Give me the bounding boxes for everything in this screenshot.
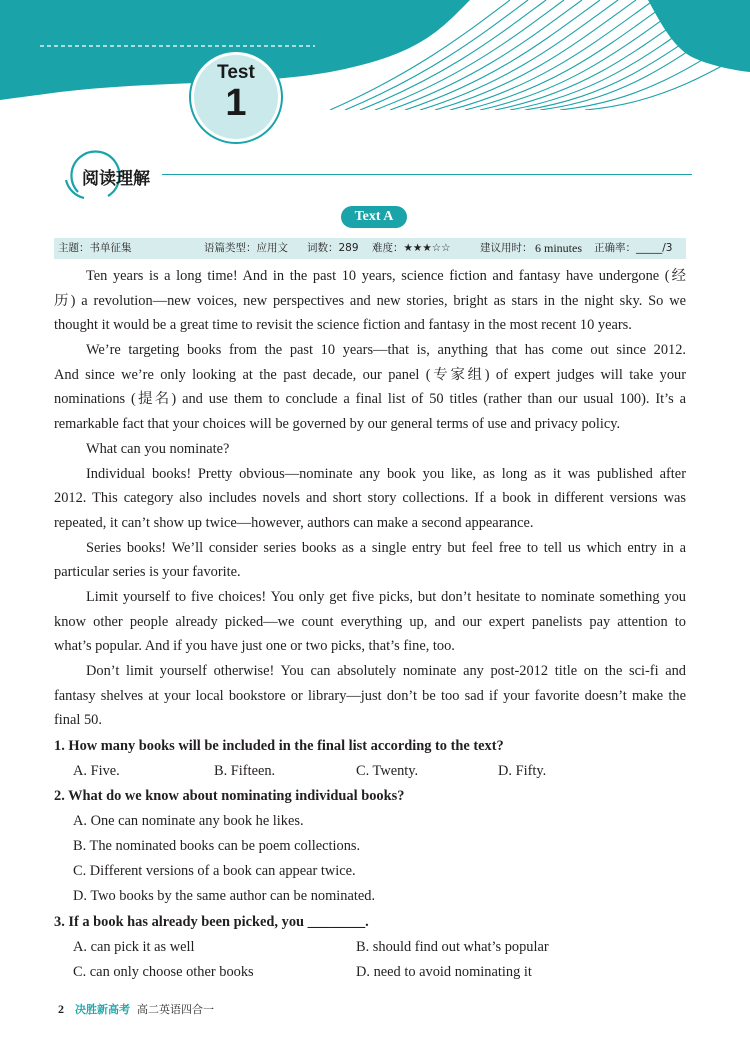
header-banner [0, 0, 750, 110]
info-bar [54, 238, 686, 259]
section-title: 阅读理解 [82, 169, 150, 189]
passage-line: remarkable fact that your choices will be governed by our general terms of use and privacy policy. [54, 416, 621, 432]
info-difficulty: 难度：★★★☆☆ [372, 242, 451, 254]
question-option[interactable]: C. Different versions of a book can appear twice. [73, 863, 356, 879]
passage-line: know other people already picked—we count everything up, and our expert panelists pay attention to [54, 614, 686, 630]
passage-line: what’s popular. And if you have just one or two picks, that’s fine, too. [54, 638, 455, 654]
question-option[interactable]: D. need to avoid nominating it [356, 964, 532, 980]
info-time-label: 建议用时： [480, 242, 533, 254]
info-topic: 主题：书单征集 [58, 242, 132, 254]
info-words: 词数：289 [307, 242, 359, 254]
info-genre: 语篇类型：应用文 [204, 242, 288, 254]
question-option[interactable]: B. should find out what’s popular [356, 939, 549, 955]
passage-line: final 50. [54, 712, 102, 728]
passage-line: particular series is your favorite. [54, 564, 241, 580]
passage-line: What can you nominate? [86, 441, 230, 457]
info-time: 6 minutes [535, 241, 582, 255]
question-option[interactable]: B. The nominated books can be poem collections. [73, 838, 361, 854]
footer-book-title: 高二英语四合一 [137, 1003, 214, 1016]
question-option[interactable]: C. can only choose other books [73, 964, 254, 980]
text-label: Text A [341, 206, 407, 228]
passage-line: And since we’re only looking at the past decade, our panel (专家组) of expert judges will take your [54, 367, 686, 383]
question-option[interactable]: C. Twenty. [356, 763, 419, 779]
test-number: 1 [225, 82, 247, 124]
question-stem: 1. How many books will be included in the final list according to the text? [54, 738, 504, 754]
question-option[interactable]: B. Fifteen. [214, 763, 276, 779]
passage-line: 历) a revolution—new voices, new perspectives and new stories, bright as stars in the night sky. So we [54, 293, 686, 309]
page-footer [58, 1001, 214, 1017]
passage-line: Series books! We’ll consider series books as a single entry but feel free to tell us which entry in a [86, 540, 686, 556]
section-rule [162, 174, 692, 175]
passage-line: Ten years is a long time! And in the past 10 years, science fiction and fantasy have undergone (经 [86, 268, 686, 284]
passage-line: Individual books! Pretty obvious—nominate any book you like, as long as it was published after [86, 466, 686, 482]
footer-brand: 决胜新高考 [75, 1003, 130, 1016]
question-option[interactable]: D. Fifty. [498, 763, 547, 779]
question-option[interactable]: A. Five. [73, 763, 120, 779]
page-number: 2 [58, 1002, 64, 1016]
question-option[interactable]: D. Two books by the same author can be nominated. [73, 888, 376, 904]
passage-line: thought it would be a great time to revisit the science fiction and fantasy in the most recent 10 years. [54, 317, 632, 333]
question-option[interactable]: A. can pick it as well [73, 939, 195, 955]
question-stem: 2. What do we know about nominating individual books? [54, 788, 405, 804]
info-accuracy: 正确率：_____/3 [594, 242, 673, 254]
question-stem: 3. If a book has already been picked, you ________. [54, 914, 369, 930]
test-label: Test [217, 62, 255, 83]
passage-line: fantasy shelves at your local bookstore or library—just don’t be too sad if your favorite doesn’t make the [54, 688, 686, 704]
passage-line: Limit yourself to five choices! You only get five picks, but don’t hesitate to nominate something you [86, 589, 686, 605]
passage-line: We’re targeting books from the past 10 years—that is, anything that has come out since 2012. [86, 342, 686, 358]
question-option[interactable]: A. One can nominate any book he likes. [73, 813, 304, 829]
passage-line: repeated, it can’t show up twice—however, authors can make a second appearance. [54, 515, 534, 531]
passage-line: Don’t limit yourself otherwise! You can absolutely nominate any post-2012 title on the sci-fi and [86, 663, 686, 679]
section-heading [58, 150, 692, 202]
passage-line: 2012. This category also includes novels and short story collections. If a book in different versions was [54, 490, 686, 506]
test-badge [191, 52, 281, 142]
passage-line: nominations (提名) and use them to conclude a final list of 50 titles (rather than our usual 100). It’s a [54, 391, 686, 407]
